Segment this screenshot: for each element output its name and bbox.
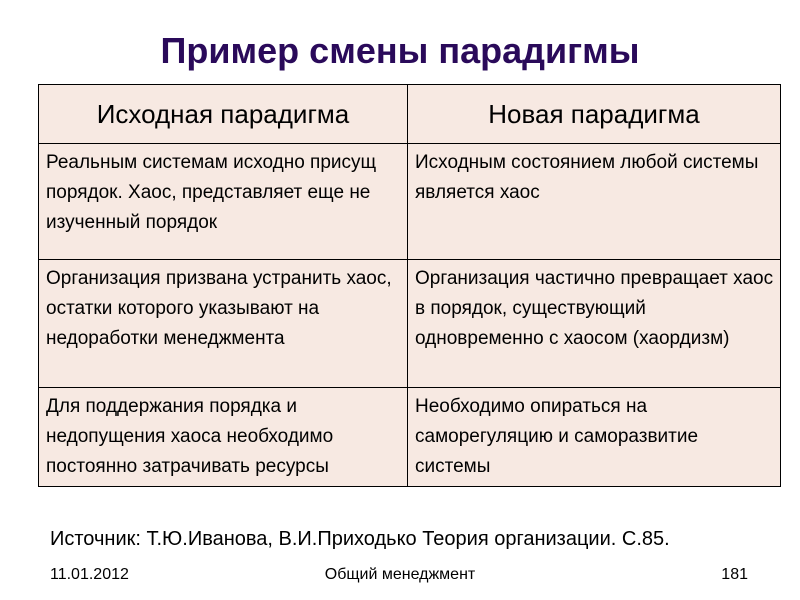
table-cell: Организация частично превращает хаос в порядок, существующий одновременно с хаосом (хаордизм) <box>408 260 781 388</box>
footer-course: Общий менеджмент <box>324 566 476 583</box>
slide-title: Пример смены парадигмы <box>160 30 640 71</box>
table-cell: Необходимо опираться на саморегуляцию и саморазвитие системы <box>408 388 781 487</box>
header-original-paradigm: Исходная парадигма <box>39 85 408 144</box>
footer-page-number: 181 <box>721 566 748 583</box>
table-row <box>39 144 781 260</box>
table-cell: Для поддержания порядка и недопущения хаоса необходимо постоянно затрачивать ресурсы <box>39 388 408 487</box>
source-citation: Источник: Т.Ю.Иванова, В.И.Приходько Теория организации. С.85. <box>50 528 670 550</box>
table-cell: Реальным системам исходно присущ порядок. Хаос, представляет еще не изученный порядок <box>39 144 408 260</box>
table-row <box>39 260 781 388</box>
table-cell: Исходным состоянием любой системы является хаос <box>408 144 781 260</box>
paradigm-table <box>38 84 781 487</box>
header-new-paradigm: Новая парадигма <box>408 85 781 144</box>
table-row <box>39 388 781 487</box>
footer-date: 11.01.2012 <box>50 566 129 583</box>
table-cell: Организация призвана устранить хаос, остатки которого указывают на недоработки менеджмента <box>39 260 408 388</box>
table-header-row <box>39 85 781 144</box>
